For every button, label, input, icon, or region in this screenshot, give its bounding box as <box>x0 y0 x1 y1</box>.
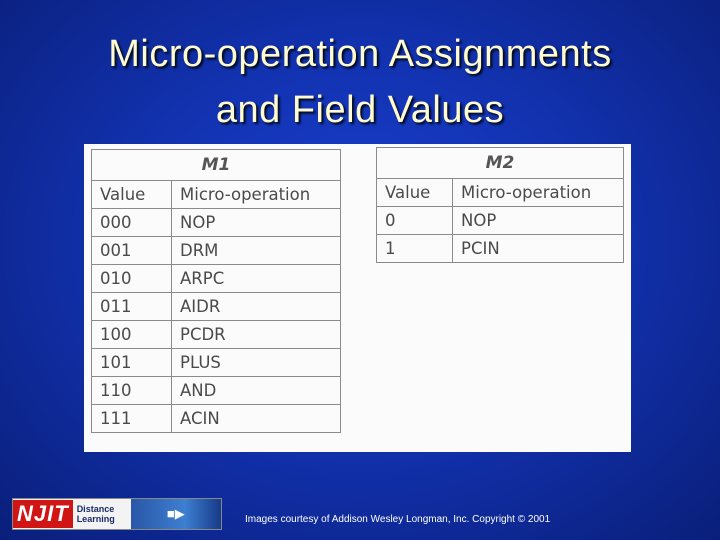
m1-table-row <box>92 237 341 265</box>
logo-subtitle-line-2: Learning <box>76 514 115 524</box>
m1-table-row <box>92 321 341 349</box>
m1-value-cell: 110 <box>92 377 172 405</box>
m1-value-cell: 011 <box>92 293 172 321</box>
njit-logo-text: NJIT <box>13 500 73 528</box>
m1-table-row <box>92 377 341 405</box>
m2-microop-cell: PCIN <box>453 235 624 263</box>
m2-title: M2 <box>377 148 624 179</box>
m2-header-value: Value <box>377 179 453 207</box>
m1-value-cell: 000 <box>92 209 172 237</box>
logo-graphic-icon: ■▶ <box>131 499 221 529</box>
m1-table-row <box>92 209 341 237</box>
m2-table-row <box>377 235 624 263</box>
m1-title: M1 <box>92 150 341 181</box>
m1-microop-cell: DRM <box>172 237 341 265</box>
m1-table <box>91 149 341 433</box>
m1-table-row <box>92 293 341 321</box>
m1-table-row <box>92 405 341 433</box>
njit-logo <box>12 498 222 530</box>
m1-microop-cell: AND <box>172 377 341 405</box>
m1-microop-cell: ACIN <box>172 405 341 433</box>
m2-header-microop: Micro-operation <box>453 179 624 207</box>
m1-value-cell: 010 <box>92 265 172 293</box>
m2-value-cell: 0 <box>377 207 453 235</box>
m1-table-row <box>92 349 341 377</box>
m2-table-row <box>377 207 624 235</box>
m1-value-cell: 001 <box>92 237 172 265</box>
image-credit: Images courtesy of Addison Wesley Longman, Inc. Copyright © 2001 <box>245 514 551 525</box>
m1-microop-cell: PCDR <box>172 321 341 349</box>
m1-microop-cell: ARPC <box>172 265 341 293</box>
m1-microop-cell: AIDR <box>172 293 341 321</box>
m1-value-cell: 101 <box>92 349 172 377</box>
m1-microop-cell: NOP <box>172 209 341 237</box>
distance-learning-label <box>77 504 131 524</box>
m1-header-microop: Micro-operation <box>172 181 341 209</box>
m1-microop-cell: PLUS <box>172 349 341 377</box>
m2-value-cell: 1 <box>377 235 453 263</box>
title-line-2: and Field Values <box>215 89 505 131</box>
slide-title <box>0 26 720 138</box>
m1-value-cell: 100 <box>92 321 172 349</box>
m1-header-value: Value <box>92 181 172 209</box>
logo-subtitle-line-1: Distance <box>76 504 115 514</box>
title-line-1: Micro-operation Assignments <box>108 33 612 75</box>
m1-table-row <box>92 265 341 293</box>
m1-value-cell: 111 <box>92 405 172 433</box>
m2-microop-cell: NOP <box>453 207 624 235</box>
m2-table <box>376 147 624 263</box>
